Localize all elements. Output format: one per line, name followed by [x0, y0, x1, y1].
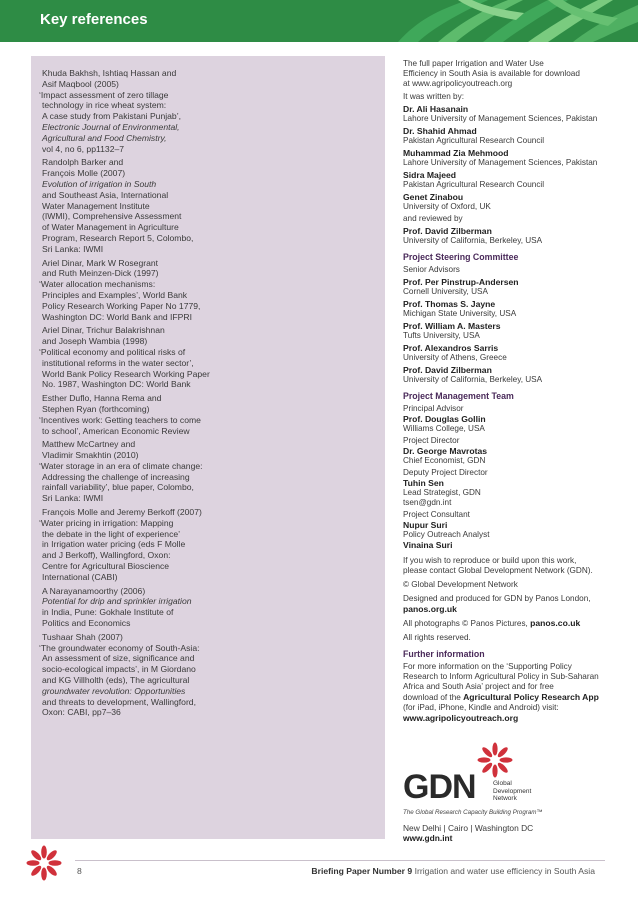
reference-line: Politics and Economics [42, 618, 131, 629]
author-name: Genet Zinabou [403, 192, 464, 202]
gdn-name-line: Development [493, 787, 532, 795]
reference-line: Sri Lanka: IWMI [42, 243, 104, 254]
team-member-affiliation: Policy Outreach Analyst [403, 530, 490, 539]
advisor-name: Prof. Per Pinstrup-Andersen [403, 277, 519, 287]
agripolicy-link[interactable]: www.agripolicyoutreach.org [403, 713, 519, 723]
intro-block [403, 59, 618, 89]
reference-line: technology in rice wheat system: [42, 100, 167, 111]
flower-icon [24, 843, 64, 883]
reference-line: and Ruth Meinzen-Dick (1997) [42, 268, 159, 279]
intro-line: at www.agripolicyoutreach.org [403, 79, 513, 88]
reference-line: and J Berkoff), Wallingford, Oxon: [42, 550, 171, 561]
reference-item [39, 258, 379, 323]
team-member-name: Dr. George Mavrotas [403, 446, 488, 456]
team-role: Project Director [403, 436, 460, 445]
gdn-name [493, 780, 531, 803]
reference-line: François Molle and Jeremy Berkoff (2007) [42, 507, 202, 518]
reference-line: and threats to development, Wallingford, [42, 696, 196, 707]
copyright-line: © Global Development Network [403, 580, 518, 589]
further-information-heading: Further information [403, 649, 485, 659]
reference-line: Policy Research Working Paper No 1779, [42, 300, 201, 311]
advisor-affiliation: University of California, Berkeley, USA [403, 375, 543, 384]
reference-line: (IWMI), Comprehensive Assessment [42, 211, 182, 222]
reviewer-affiliation: University of California, Berkeley, USA [403, 236, 543, 245]
reference-line: World Bank Policy Research Working Paper [42, 368, 210, 379]
reference-line: Evolution of irrigation in South [42, 178, 157, 189]
author-name: Dr. Shahid Ahmad [403, 126, 477, 136]
advisor-name: Prof. Thomas S. Jayne [403, 299, 496, 309]
footer-title [311, 866, 595, 876]
author-name: Dr. Ali Hasanain [403, 104, 469, 114]
reference-line: Esther Duflo, Hanna Rema and [42, 393, 162, 404]
gdn-logo [403, 742, 543, 822]
reference-line: ‘Political economy and political risks of [39, 346, 186, 357]
reference-line: Principles and Examples’, World Bank [42, 289, 188, 300]
senior-advisors-label: Senior Advisors [403, 265, 460, 274]
reference-item [39, 507, 379, 583]
reference-line: Sri Lanka: IWMI [42, 493, 104, 504]
gdn-contact [403, 823, 533, 843]
team-member-affiliation: Williams College, USA [403, 424, 485, 433]
app-name: Agricultural Policy Research App [463, 692, 599, 702]
author-affiliation: Lahore University of Management Sciences, Pakistan [403, 114, 598, 123]
reference-line: rainfall variability’, blue paper, Colombo, [42, 482, 194, 493]
reference-line: A case study from Pakistani Punjab’, [42, 111, 182, 122]
reference-line: Khuda Bakhsh, Ishtiaq Hassan and [42, 68, 177, 78]
page-header [0, 0, 638, 42]
further-line [403, 692, 618, 703]
reference-line: Water Management Institute [42, 200, 150, 211]
header-title: Key references [40, 11, 148, 28]
reference-line: Program, Research Report 5, Colombo, [42, 232, 194, 243]
reference-line: Potential for drip and sprinkler irrigation [42, 596, 192, 607]
reference-item [39, 586, 379, 629]
further-line: (for iPad, iPhone, Kindle and Android) visit: [403, 703, 559, 712]
gdn-name-line: Global [493, 780, 512, 787]
management-team-heading: Project Management Team [403, 391, 514, 401]
reference-line: vol 4, no 6, pp1132–7 [42, 143, 125, 154]
reference-line: François Molle (2007) [42, 168, 126, 179]
reference-line: Tushaar Shah (2007) [42, 631, 123, 642]
reference-line: in Irrigation water pricing (eds F Molle [42, 539, 186, 550]
reference-item [39, 325, 379, 390]
advisor-affiliation: Michigan State University, USA [403, 309, 517, 318]
team-member-name: Nupur Suri [403, 520, 448, 530]
panos-link[interactable]: panos.org.uk [403, 604, 457, 614]
reference-line: Electronic Journal of Environmental, [42, 121, 180, 132]
gdn-tagline: The Global Research Capacity Building Program™ [403, 809, 543, 816]
reference-line: ‘Incentives work: Getting teachers to come [39, 414, 201, 425]
gdn-letters: GDN [403, 768, 476, 806]
reference-line: ‘Water pricing in irrigation: Mapping [39, 517, 174, 528]
team-member-email: tsen@gdn.int [403, 498, 452, 507]
advisor-affiliation: Cornell University, USA [403, 287, 488, 296]
photos-credit: All photographs © Panos Pictures, [403, 619, 528, 628]
reference-line: the debate in the light of experience’ [42, 528, 181, 539]
advisor-affiliation: Tufts University, USA [403, 331, 480, 340]
reference-line: ‘Water allocation mechanisms: [39, 279, 156, 290]
reference-line: and KG Villholth (eds), The agricultural [42, 675, 190, 686]
team-member-name: Tuhin Sen [403, 478, 444, 488]
leaf-pattern-decoration [398, 0, 638, 42]
advisor-name: Prof. Alexandros Sarris [403, 343, 499, 353]
reference-line: Randolph Barker and [42, 157, 124, 168]
team-role: Principal Advisor [403, 404, 464, 413]
footer-divider [75, 860, 605, 861]
reference-line: An assessment of size, significance and [42, 653, 195, 664]
reference-line: in India, Pune: Gokhale Institute of [42, 607, 174, 618]
author-name: Sidra Majeed [403, 170, 457, 180]
reference-line: No. 1987, Washington DC: World Bank [42, 379, 191, 390]
author-affiliation: Pakistan Agricultural Research Council [403, 136, 545, 145]
reference-line: and Southeast Asia, International [42, 189, 169, 200]
reference-line: and Joseph Wambia (1998) [42, 336, 148, 347]
team-member-name: Prof. Douglas Gollin [403, 414, 486, 424]
steering-committee-heading: Project Steering Committee [403, 252, 519, 262]
team-role: Deputy Project Director [403, 468, 488, 477]
intro-line: Efficiency in South Asia is available for download [403, 69, 580, 78]
reference-item [39, 439, 379, 504]
credits-column [403, 59, 618, 723]
gdn-cities: New Delhi | Cairo | Washington DC [403, 823, 534, 833]
reference-line: Washington DC: World Bank and IFPRI [42, 311, 192, 322]
reproduce-line: please contact Global Development Network (GDN). [403, 566, 593, 575]
reference-line: groundwater revolution: Opportunities [42, 685, 186, 696]
reference-line: Asif Maqbool (2005) [42, 78, 119, 89]
team-member-affiliation: Lead Strategist, GDN [403, 488, 481, 497]
team-role: Project Consultant [403, 510, 470, 519]
author-affiliation: Lahore University of Management Sciences, Pakistan [403, 158, 598, 167]
reference-item [39, 157, 379, 254]
reference-item [39, 68, 379, 154]
reference-line: ‘The groundwater economy of South-Asia: [39, 642, 200, 653]
reference-line: Ariel Dinar, Mark W Rosegrant [42, 257, 159, 268]
reference-line: Vladimir Smakhtin (2010) [42, 450, 139, 461]
advisor-affiliation: University of Athens, Greece [403, 353, 507, 362]
reference-line: ‘Water storage in an era of climate change: [39, 460, 203, 471]
reference-line: Matthew McCartney and [42, 439, 136, 450]
reference-line: of Water Management in Agriculture [42, 222, 179, 233]
author-name: Muhammad Zia Mehmood [403, 148, 509, 158]
team-member-affiliation: Chief Economist, GDN [403, 456, 486, 465]
reference-line: socio-ecological impacts’, in M Giordano [42, 664, 196, 675]
advisor-name: Prof. William A. Masters [403, 321, 501, 331]
photos-line [403, 618, 618, 629]
panos-pictures-link[interactable]: panos.co.uk [530, 618, 581, 628]
page-number: 8 [77, 866, 82, 876]
advisor-name: Prof. David Zilberman [403, 365, 492, 375]
paper-title: Irrigation and water use efficiency in South Asia [414, 866, 595, 876]
reference-line: ‘Impact assessment of zero tillage [39, 89, 169, 100]
reference-line: International (CABI) [42, 571, 118, 582]
reproduce-line: If you wish to reproduce or build upon this work, [403, 556, 577, 565]
reference-line: Agricultural and Food Chemistry, [42, 132, 167, 143]
gdn-link[interactable]: www.gdn.int [403, 833, 453, 843]
further-line: Africa and South Asia’ project and for free [403, 682, 554, 691]
reference-line: A Narayanamoorthy (2006) [42, 585, 146, 596]
rights-line: All rights reserved. [403, 633, 471, 642]
reference-item [39, 393, 379, 436]
reference-line: Oxon: CABI, pp7–36 [42, 707, 121, 718]
intro-line: The full paper Irrigation and Water Use [403, 59, 544, 68]
reference-item [39, 632, 379, 718]
further-line: Research to Inform Agricultural Policy in Sub-Saharan [403, 672, 599, 681]
designed-by-line: Designed and produced for GDN by Panos London, [403, 594, 591, 603]
reviewed-by-label: and reviewed by [403, 214, 463, 223]
further-line: For more information on the ‘Supporting Policy [403, 662, 572, 671]
reference-line: Stephen Ryan (forthcoming) [42, 403, 150, 414]
further-text: download of the [403, 693, 461, 702]
author-affiliation: University of Oxford, UK [403, 202, 491, 211]
team-member-name: Vinaina Suri [403, 540, 453, 550]
reference-line: institutional reforms in the water sector’, [42, 357, 194, 368]
reference-line: Ariel Dinar, Trichur Balakrishnan [42, 325, 165, 336]
author-affiliation: Pakistan Agricultural Research Council [403, 180, 545, 189]
gdn-name-line: Network [493, 795, 517, 802]
references-list [39, 68, 379, 721]
briefing-paper-label: Briefing Paper Number 9 [311, 866, 413, 876]
reference-line: Centre for Agricultural Bioscience [42, 561, 170, 572]
reference-line: Addressing the challenge of increasing [42, 471, 190, 482]
reference-line: to school’, American Economic Review [42, 425, 190, 436]
reviewer-name: Prof. David Zilberman [403, 226, 492, 236]
written-by-label: It was written by: [403, 92, 464, 101]
